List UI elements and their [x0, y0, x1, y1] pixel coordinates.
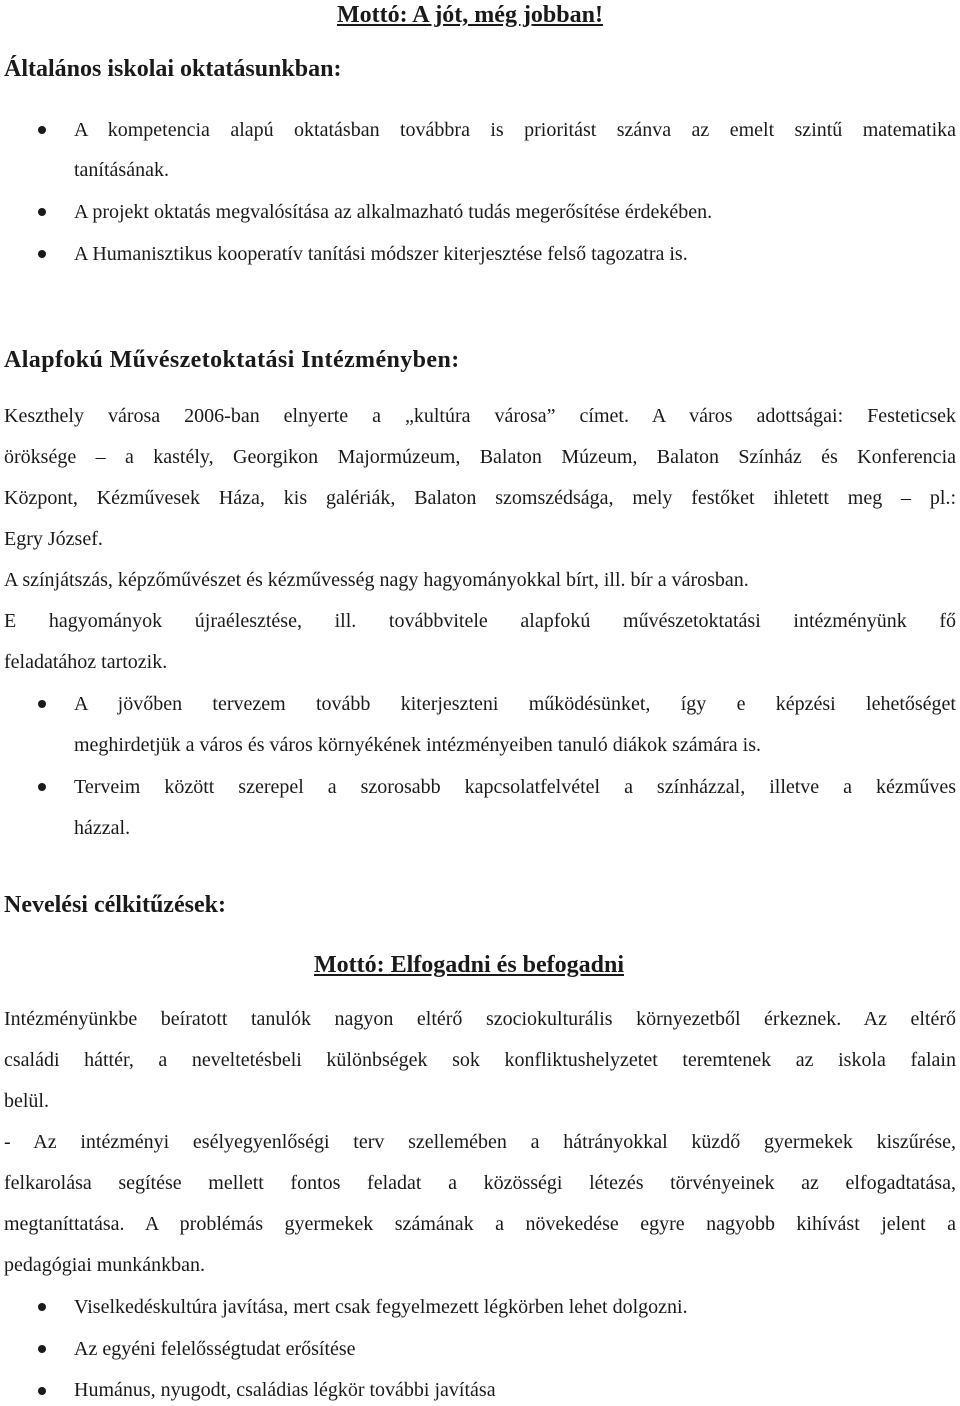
text-line: feladatához tartozik.: [4, 651, 168, 673]
text-line: Humánus, nyugodt, családias légkör további javítása: [74, 1379, 496, 1401]
text-line: meghirdetjük a város és város környékének intézményeiben tanuló diákok számára is.: [74, 734, 761, 756]
text-line: Egry József.: [4, 528, 103, 550]
text-line: tanításának.: [74, 159, 169, 181]
section-heading-education-goals: Nevelési célkitűzések:: [4, 892, 226, 918]
text-line: A jövőben tervezem tovább kiterjeszteni működésünket, így e képzési lehetőséget: [74, 693, 956, 715]
bullet-icon: [38, 250, 46, 258]
bullet-icon: [38, 700, 46, 708]
bullet-icon: [38, 1303, 46, 1311]
text-line: Keszthely városa 2006-ban elnyerte a „kultúra városa” címet. A város adottságai: Festeticsek: [4, 405, 956, 427]
text-line: Viselkedéskultúra javítása, mert csak fegyelmezett légkörben lehet dolgozni.: [74, 1296, 688, 1318]
text-line: A kompetencia alapú oktatásban továbbra is prioritást szánva az emelt szintű matematika: [74, 119, 956, 141]
text-line: A színjátszás, képzőművészet és kézművesség nagy hagyományokkal bírt, ill. bír a városban.: [4, 569, 749, 591]
text-line: Intézményünkbe beíratott tanulók nagyon eltérő szociokulturális környezetből érkeznek. Az eltérő: [4, 1008, 956, 1030]
bullet-icon: [38, 126, 46, 134]
text-line: Központ, Kézművesek Háza, kis galériák, Balaton szomszédsága, mely festőket ihletett meg – pl.:: [4, 487, 956, 509]
text-line: öröksége – a kastély, Georgikon Majormúzeum, Balaton Múzeum, Balaton Színház és Konferencia: [4, 446, 956, 468]
text-line: belül.: [4, 1090, 49, 1112]
text-line: E hagyományok újraélesztése, ill. továbbvitele alapfokú művészetoktatási intézményünk fő: [4, 610, 956, 632]
text-line: - Az intézményi esélyegyenlőségi terv szellemében a hátrányokkal küzdő gyermekek kiszűrése,: [4, 1131, 956, 1153]
bullet-icon: [38, 783, 46, 791]
text-line: A Humanisztikus kooperatív tanítási módszer kiterjesztése felső tagozatra is.: [74, 243, 688, 265]
motto-education: Mottó: Elfogadni és befogadni: [314, 952, 625, 978]
motto-top: Mottó: A jót, még jobban!: [337, 2, 603, 28]
text-line: házzal.: [74, 817, 131, 839]
bullet-icon: [38, 1345, 46, 1353]
text-line: pedagógiai munkánkban.: [4, 1254, 206, 1276]
bullet-icon: [38, 208, 46, 216]
text-line: Az egyéni felelősségtudat erősítése: [74, 1338, 356, 1360]
section-heading-general-school: Általános iskolai oktatásunkban:: [4, 56, 342, 82]
text-line: felkarolása segítése mellett fontos feladat a közösségi létezés törvényeinek az elfogadtatása,: [4, 1172, 956, 1194]
text-line: Terveim között szerepel a szorosabb kapcsolatfelvétel a színházzal, illetve a kézműves: [74, 776, 956, 798]
text-line: családi háttér, a neveltetésbeli különbségek sok konfliktushelyzetet teremtenek az iskola falain: [4, 1049, 956, 1071]
bullet-icon: [38, 1387, 46, 1395]
text-line: A projekt oktatás megvalósítása az alkalmazható tudás megerősítése érdekében.: [74, 201, 713, 223]
section-heading-art-school: Alapfokú Művészetoktatási Intézményben:: [4, 347, 460, 373]
text-line: megtaníttatása. A problémás gyermekek számának a növekedése egyre nagyobb kihívást jelent a: [4, 1213, 956, 1235]
